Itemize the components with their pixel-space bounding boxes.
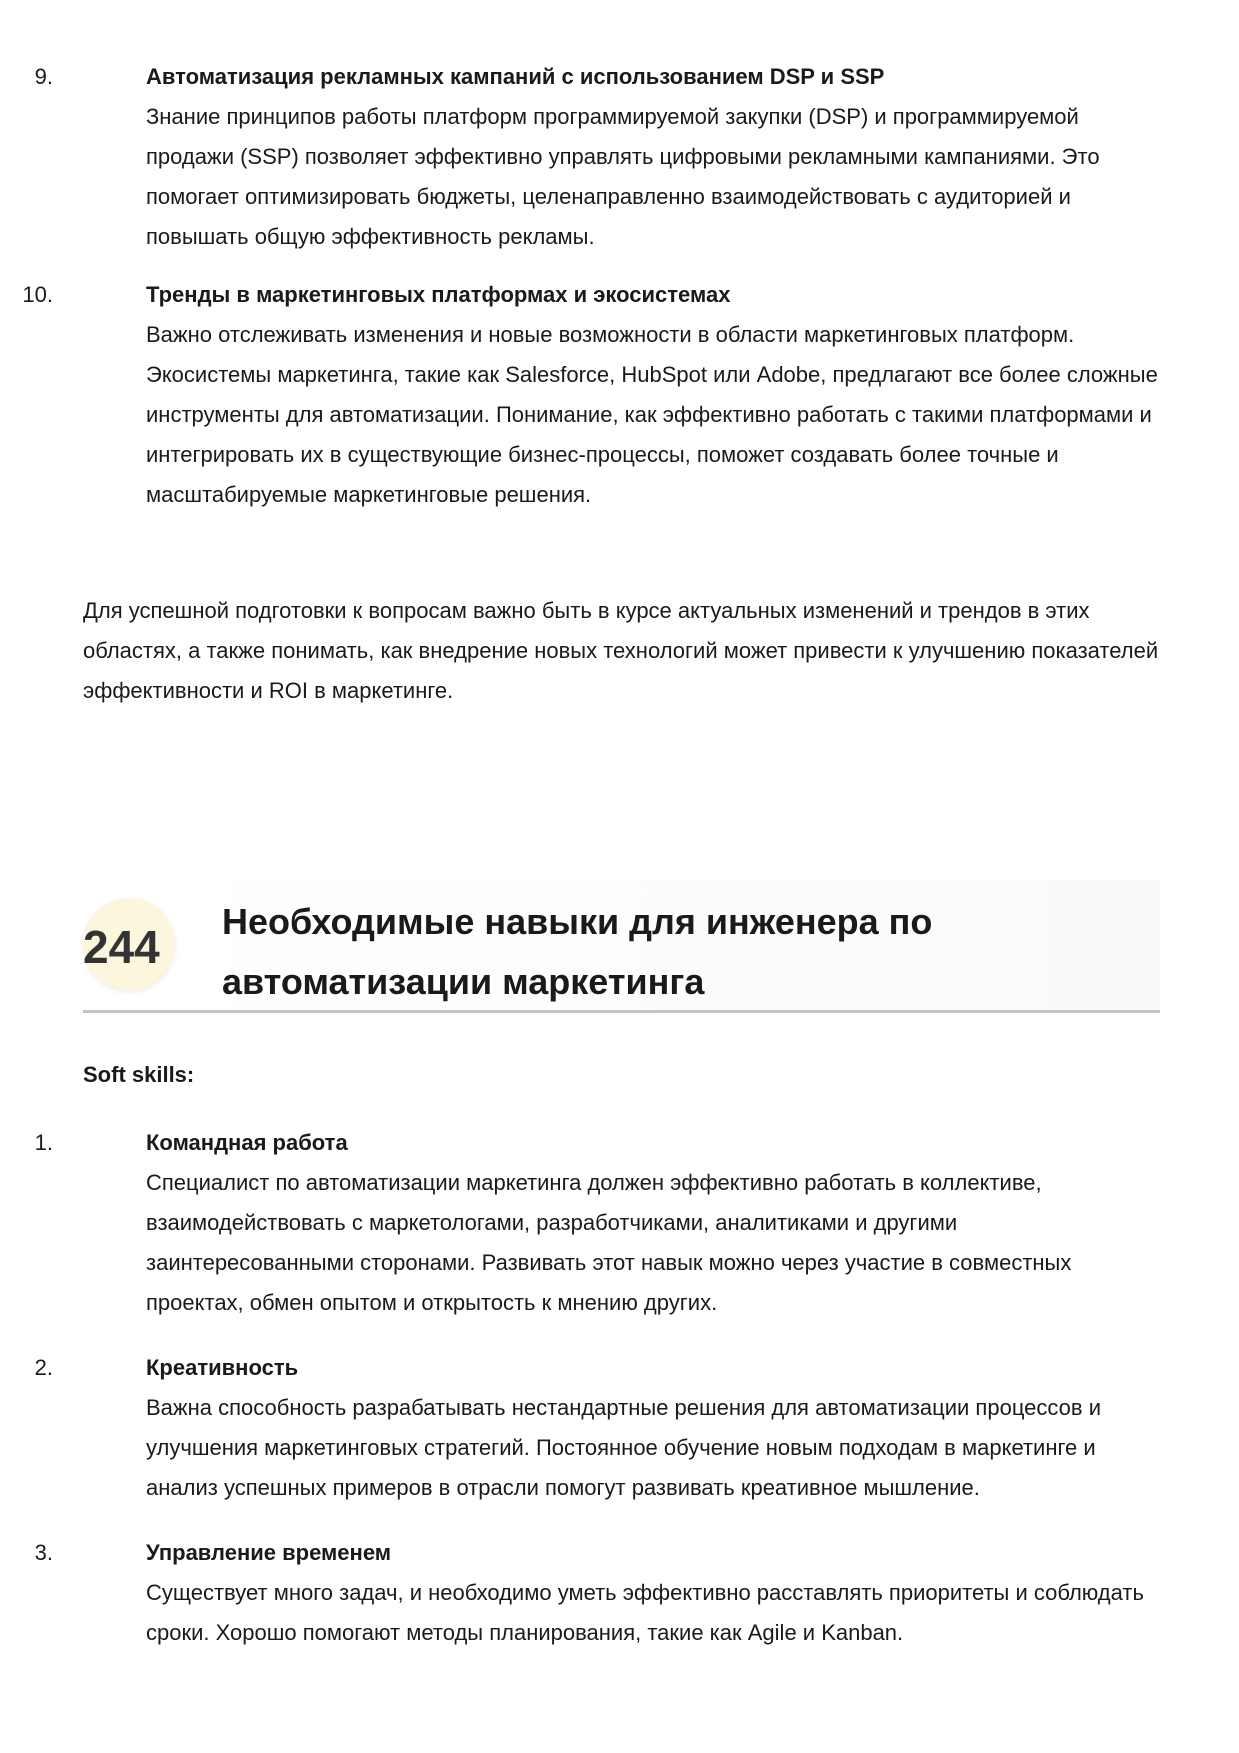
list-item-body: Важна способность разрабатывать нестандартные решения для автоматизации процессов и улучшения маркетинговых стратегий. Постоянное обучение новым подходам в маркетинге и анализ успешных примеров в отрасли помогут развивать креативное мышление. [146, 1395, 1101, 1500]
soft-skills-heading: Soft skills: [83, 1062, 195, 1087]
section-number: 244 [83, 921, 160, 973]
list-item [0, 275, 1159, 515]
list-item-body: Специалист по автоматизации маркетинга должен эффективно работать в коллективе, взаимодействовать с маркетологами, разработчиками, аналитиками и другими заинтересованными сторонами. Развивать этот навык можно через участие в совместных проектах, обмен опытом и открытость к мнению других. [146, 1170, 1072, 1315]
list-item [0, 1348, 1159, 1508]
section-header [83, 880, 1160, 1013]
list-item [0, 57, 1159, 257]
top-numbered-list [0, 57, 1159, 515]
list-item-title: Управление временем [146, 1540, 392, 1565]
list-item-number: 2. [34, 1355, 53, 1380]
list-item [0, 1123, 1159, 1323]
list-item-title: Автоматизация рекламных кампаний с использованием DSP и SSP [146, 64, 885, 89]
list-item-title: Креативность [146, 1355, 299, 1380]
list-item-body: Существует много задач, и необходимо уметь эффективно расставлять приоритеты и соблюдать сроки. Хорошо помогают методы планирования, такие как Agile и Kanban. [146, 1580, 1144, 1645]
list-item [0, 1533, 1159, 1653]
list-item-title: Тренды в маркетинговых платформах и экосистемах [146, 282, 731, 307]
list-item-number: 10. [22, 282, 53, 307]
section-title: Необходимые навыки для инженера по автоматизации маркетинга [222, 901, 933, 1002]
list-item-title: Командная работа [146, 1130, 348, 1155]
list-item-body: Знание принципов работы платформ программируемой закупки (DSP) и программируемой продажи (SSP) позволяет эффективно управлять цифровыми рекламными кампаниями. Это помогает оптимизировать бюджеты, целенаправленно взаимодействовать с аудиторией и повышать общую эффективность рекламы. [146, 104, 1100, 249]
soft-skills-list [0, 1123, 1159, 1653]
list-item-body: Важно отслеживать изменения и новые возможности в области маркетинговых платформ. Экосистемы маркетинга, такие как Salesforce, HubSpot или Adobe, предлагают все более сложные инструменты для автоматизации. Понимание, как эффективно работать с такими платформами и интегрировать их в существующие бизнес-процессы, поможет создавать более точные и масштабируемые маркетинговые решения. [146, 322, 1158, 507]
list-item-number: 3. [34, 1540, 53, 1565]
conclusion-paragraph: Для успешной подготовки к вопросам важно быть в курсе актуальных изменений и трендов в этих областях, а также понимать, как внедрение новых технологий может привести к улучшению показателей эффективности и ROI в маркетинге. [83, 598, 1159, 703]
list-item-number: 1. [34, 1130, 53, 1155]
list-item-number: 9. [34, 64, 53, 89]
